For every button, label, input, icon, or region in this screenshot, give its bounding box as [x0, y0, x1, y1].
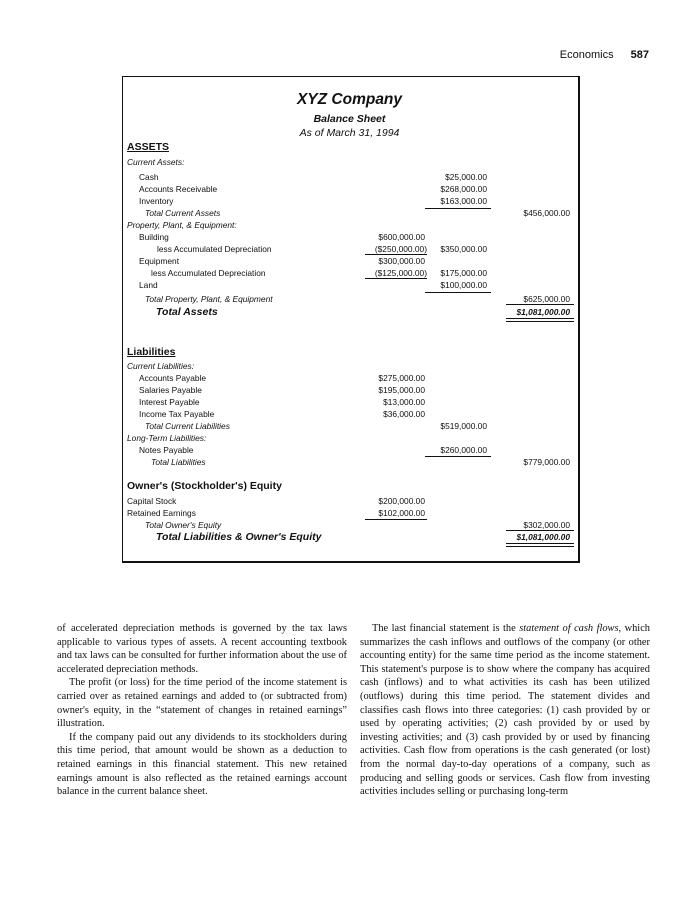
ap-value: $275,000.00: [378, 373, 425, 383]
total-liabilities-label: Total Liabilities: [151, 457, 206, 467]
retained-value: $102,000.00: [378, 508, 425, 518]
underline: [425, 208, 491, 209]
tax-value: $36,000.00: [383, 409, 425, 419]
total-ppe-value: $625,000.00: [523, 294, 570, 304]
total-assets-label: Total Assets: [156, 306, 218, 318]
building-label: Building: [139, 232, 169, 242]
land-label: Land: [139, 280, 158, 290]
double-underline: [506, 543, 574, 547]
tax-label: Income Tax Payable: [139, 409, 215, 419]
body-column-left: [57, 622, 347, 799]
equity-heading: Owner's (Stockholder's) Equity: [127, 480, 282, 492]
equipment-value: $300,000.00: [378, 256, 425, 266]
inventory-value: $163,000.00: [440, 196, 487, 206]
paragraph: of accelerated depreciation methods is governed by the tax laws applicable to various types of assets. A recent accounting textbook and tax laws can be consulted for further information about the use of accelerated depreciation methods.: [57, 623, 347, 675]
retained-label: Retained Earnings: [127, 508, 196, 518]
total-equity-value: $302,000.00: [523, 520, 570, 530]
page-header: [560, 49, 649, 61]
equipment-net-value: $175,000.00: [440, 268, 487, 278]
statement-date: As of March 31, 1994: [299, 127, 400, 139]
underline: [506, 530, 574, 531]
current-liabilities-label: Current Liabilities:: [127, 361, 195, 371]
total-le-label: Total Liabilities & Owner's Equity: [156, 531, 322, 543]
building-net-value: $350,000.00: [440, 244, 487, 254]
current-assets-label: Current Assets:: [127, 157, 185, 167]
equipment-label: Equipment: [139, 256, 180, 266]
ar-label: Accounts Receivable: [139, 184, 218, 194]
notes-label: Notes Payable: [139, 445, 194, 455]
long-term-label: Long-Term Liabilities:: [127, 433, 207, 443]
double-underline: [506, 318, 574, 322]
building-dep-value: ($250,000.00): [374, 244, 427, 254]
underline: [365, 278, 427, 279]
paragraph: The profit (or loss) for the time period of the income statement is carried over as retained earnings and added to (or subtracted from) owner's equity, in the “statement of changes in retained earnings” illustration.: [57, 677, 347, 730]
paragraph: If the company paid out any dividends to its stockholders during this time period, that amount would be shown as a deduction to retained earnings in this financial statement. This new retained earnings amount is also reflected as the retained earnings account balance in the current balance sheet.: [57, 731, 347, 798]
statement-title: Balance Sheet: [313, 113, 386, 125]
total-le-value: $1,081,000.00: [516, 532, 570, 542]
underline: [425, 292, 491, 293]
building-value: $600,000.00: [378, 232, 425, 242]
ppe-label: Property, Plant, & Equipment:: [127, 220, 237, 230]
equipment-dep-label: less Accumulated Depreciation: [151, 268, 266, 278]
section-title: Economics: [559, 49, 614, 61]
emphasis-term: statement of cash flows: [519, 623, 619, 634]
notes-value: $260,000.00: [440, 445, 487, 455]
body-column-right: [360, 622, 650, 799]
equipment-dep-value: ($125,000.00): [374, 268, 427, 278]
total-assets-value: $1,081,000.00: [516, 307, 570, 317]
total-ppe-label: Total Property, Plant, & Equipment: [145, 294, 273, 304]
assets-heading: ASSETS: [127, 141, 170, 153]
ap-label: Accounts Payable: [139, 373, 207, 383]
interest-value: $13,000.00: [383, 397, 425, 407]
total-current-assets-label: Total Current Assets: [145, 208, 221, 218]
total-current-liabilities-value: $519,000.00: [440, 421, 487, 431]
ar-value: $268,000.00: [440, 184, 487, 194]
capital-value: $200,000.00: [378, 496, 425, 506]
underline: [425, 456, 491, 457]
page-number: 587: [630, 49, 649, 61]
total-equity-label: Total Owner's Equity: [145, 520, 222, 530]
building-dep-label: less Accumulated Depreciation: [157, 244, 272, 254]
paragraph: [360, 622, 650, 799]
salaries-label: Salaries Payable: [139, 385, 202, 395]
inventory-label: Inventory: [139, 196, 174, 206]
underline: [365, 519, 427, 520]
liabilities-heading: Liabilities: [127, 346, 176, 358]
total-current-assets-value: $456,000.00: [523, 208, 570, 218]
total-current-liabilities-label: Total Current Liabilities: [145, 421, 230, 431]
cash-value: $25,000.00: [445, 172, 487, 182]
land-value: $100,000.00: [440, 280, 487, 290]
company-name: XYZ Company: [296, 91, 403, 108]
underline: [365, 254, 427, 255]
text-run: , which summarizes the cash inflows and outflows of the company (or other accounting entity) for the same time period as the income statement. This statement's purpose is to show where the company has acquired cash (inflows) and to what activities its cash has been utilized (outflows) during this time period. The statement divides and classifies cash flows into three categories: (1) cash provided by or used by operating activities; (2) cash provided by or used by investing activities; and (3) cash provided by or used by financing activities. Cash flow from operations is the cash generated (or lost) from the normal day-to-day operations of a company, such as producing and selling goods or services. Cash flow from investing activities includes selling or purchasing long-term: [360, 623, 650, 798]
capital-label: Capital Stock: [127, 496, 177, 506]
underline: [506, 304, 574, 305]
interest-label: Interest Payable: [139, 397, 200, 407]
cash-label: Cash: [139, 172, 159, 182]
text-run: The last financial statement is the: [372, 623, 520, 634]
total-liabilities-value: $779,000.00: [523, 457, 570, 467]
salaries-value: $195,000.00: [378, 385, 425, 395]
